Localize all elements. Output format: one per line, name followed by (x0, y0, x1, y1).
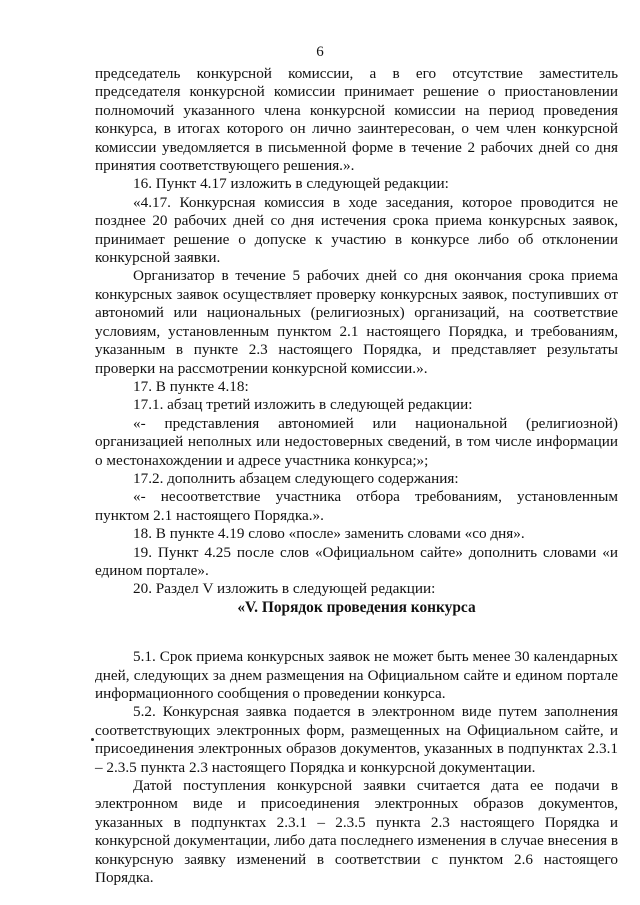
paragraph-item-20: 20. Раздел V изложить в следующей редакции: (133, 580, 436, 598)
page-number: 6 (316, 44, 324, 60)
paragraph-item-17: 17. В пункте 4.18: (133, 377, 249, 395)
paragraph-item-18: 18. В пункте 4.19 слово «после» заменить словами «со дня». (133, 525, 525, 543)
scan-speck (91, 738, 94, 741)
paragraph-item-16: 16. Пункт 4.17 изложить в следующей редакции: (133, 175, 449, 193)
section-heading: «V. Порядок проведения конкурса (237, 598, 476, 616)
paragraph-item-19: 19. Пункт 4.25 после слов «Официальном сайте» дополнить словами «и едином портале». (95, 543, 618, 579)
paragraph-organizer: Организатор в течение 5 рабочих дней со дня окончания срока приема конкурсных заявок осуществляет проверку конкурсных заявок, поступивших от автономий или национальных (религиозных) организаций, на соответствие условиям, установленным пунктом 2.1 настоящего Порядка, и требованиям, указанным в пункте 2.3 настоящего Порядка, и представляет результаты проверки на рассмотрении конкурсной комиссии.». (95, 267, 618, 377)
paragraph-submission-date: Датой поступления конкурсной заявки считается дата ее подачи в электронном виде и присоединения электронных образов документов, указанных в подпунктах 2.3.1 – 2.3.5 пункта 2.3 настоящего Порядка и конкурсной документации, либо дата последнего изменения в случае внесения в конкурсную заявку изменений в соответствии с пунктом 2.6 настоящего Порядка. (95, 777, 618, 887)
paragraph-5-1: 5.1. Срок приема конкурсных заявок не может быть менее 30 календарных дней, следующих за днем размещения на Официальном сайте и едином портале информационного сообщения о проведении конкурса. (95, 648, 618, 702)
paragraph-5-2: 5.2. Конкурсная заявка подается в электронном виде путем заполнения соответствующих электронных форм, размещенных на Официальном сайте, и присоединения электронных образов документов, указанных в подпунктах 2.3.1 – 2.3.5 пункта 2.3 настоящего Порядка и конкурсной документации. (95, 703, 618, 776)
paragraph-item-17-1: 17.1. абзац третий изложить в следующей редакции: (133, 396, 473, 414)
paragraph-4-17: «4.17. Конкурсная комиссия в ходе заседания, которое проводится не позднее 20 рабочих дней со дня истечения срока приема конкурсных заявок, принимает решение о допуске к участию в конкурсе либо об отклонении конкурсной заявки. (95, 193, 618, 267)
paragraph-continuation: председатель конкурсной комиссии, а в его отсутствие заместитель председателя конкурсной комиссии принимает решение о приостановлении полномочий указанного члена конкурсной комиссии на период проведения конкурса, в итогах которого он лично заинтересован, о чем член конкурсной комиссии уведомляется в письменной форме в течение 2 рабочих дней со дня принятия соответствующего решения.». (95, 65, 618, 175)
document-body (95, 65, 618, 887)
paragraph-quote-representation: «- представления автономией или национальной (религиозной) организацией неполных или недостоверных сведений, в том числе информации о местонахождении и адресе участника конкурса;»; (95, 414, 618, 469)
paragraph-item-17-2: 17.2. дополнить абзацем следующего содержания: (133, 469, 459, 487)
paragraph-quote-noncompliance: «- несоответствие участника отбора требованиям, установленным пунктом 2.1 настоящего Порядка.». (95, 488, 618, 524)
